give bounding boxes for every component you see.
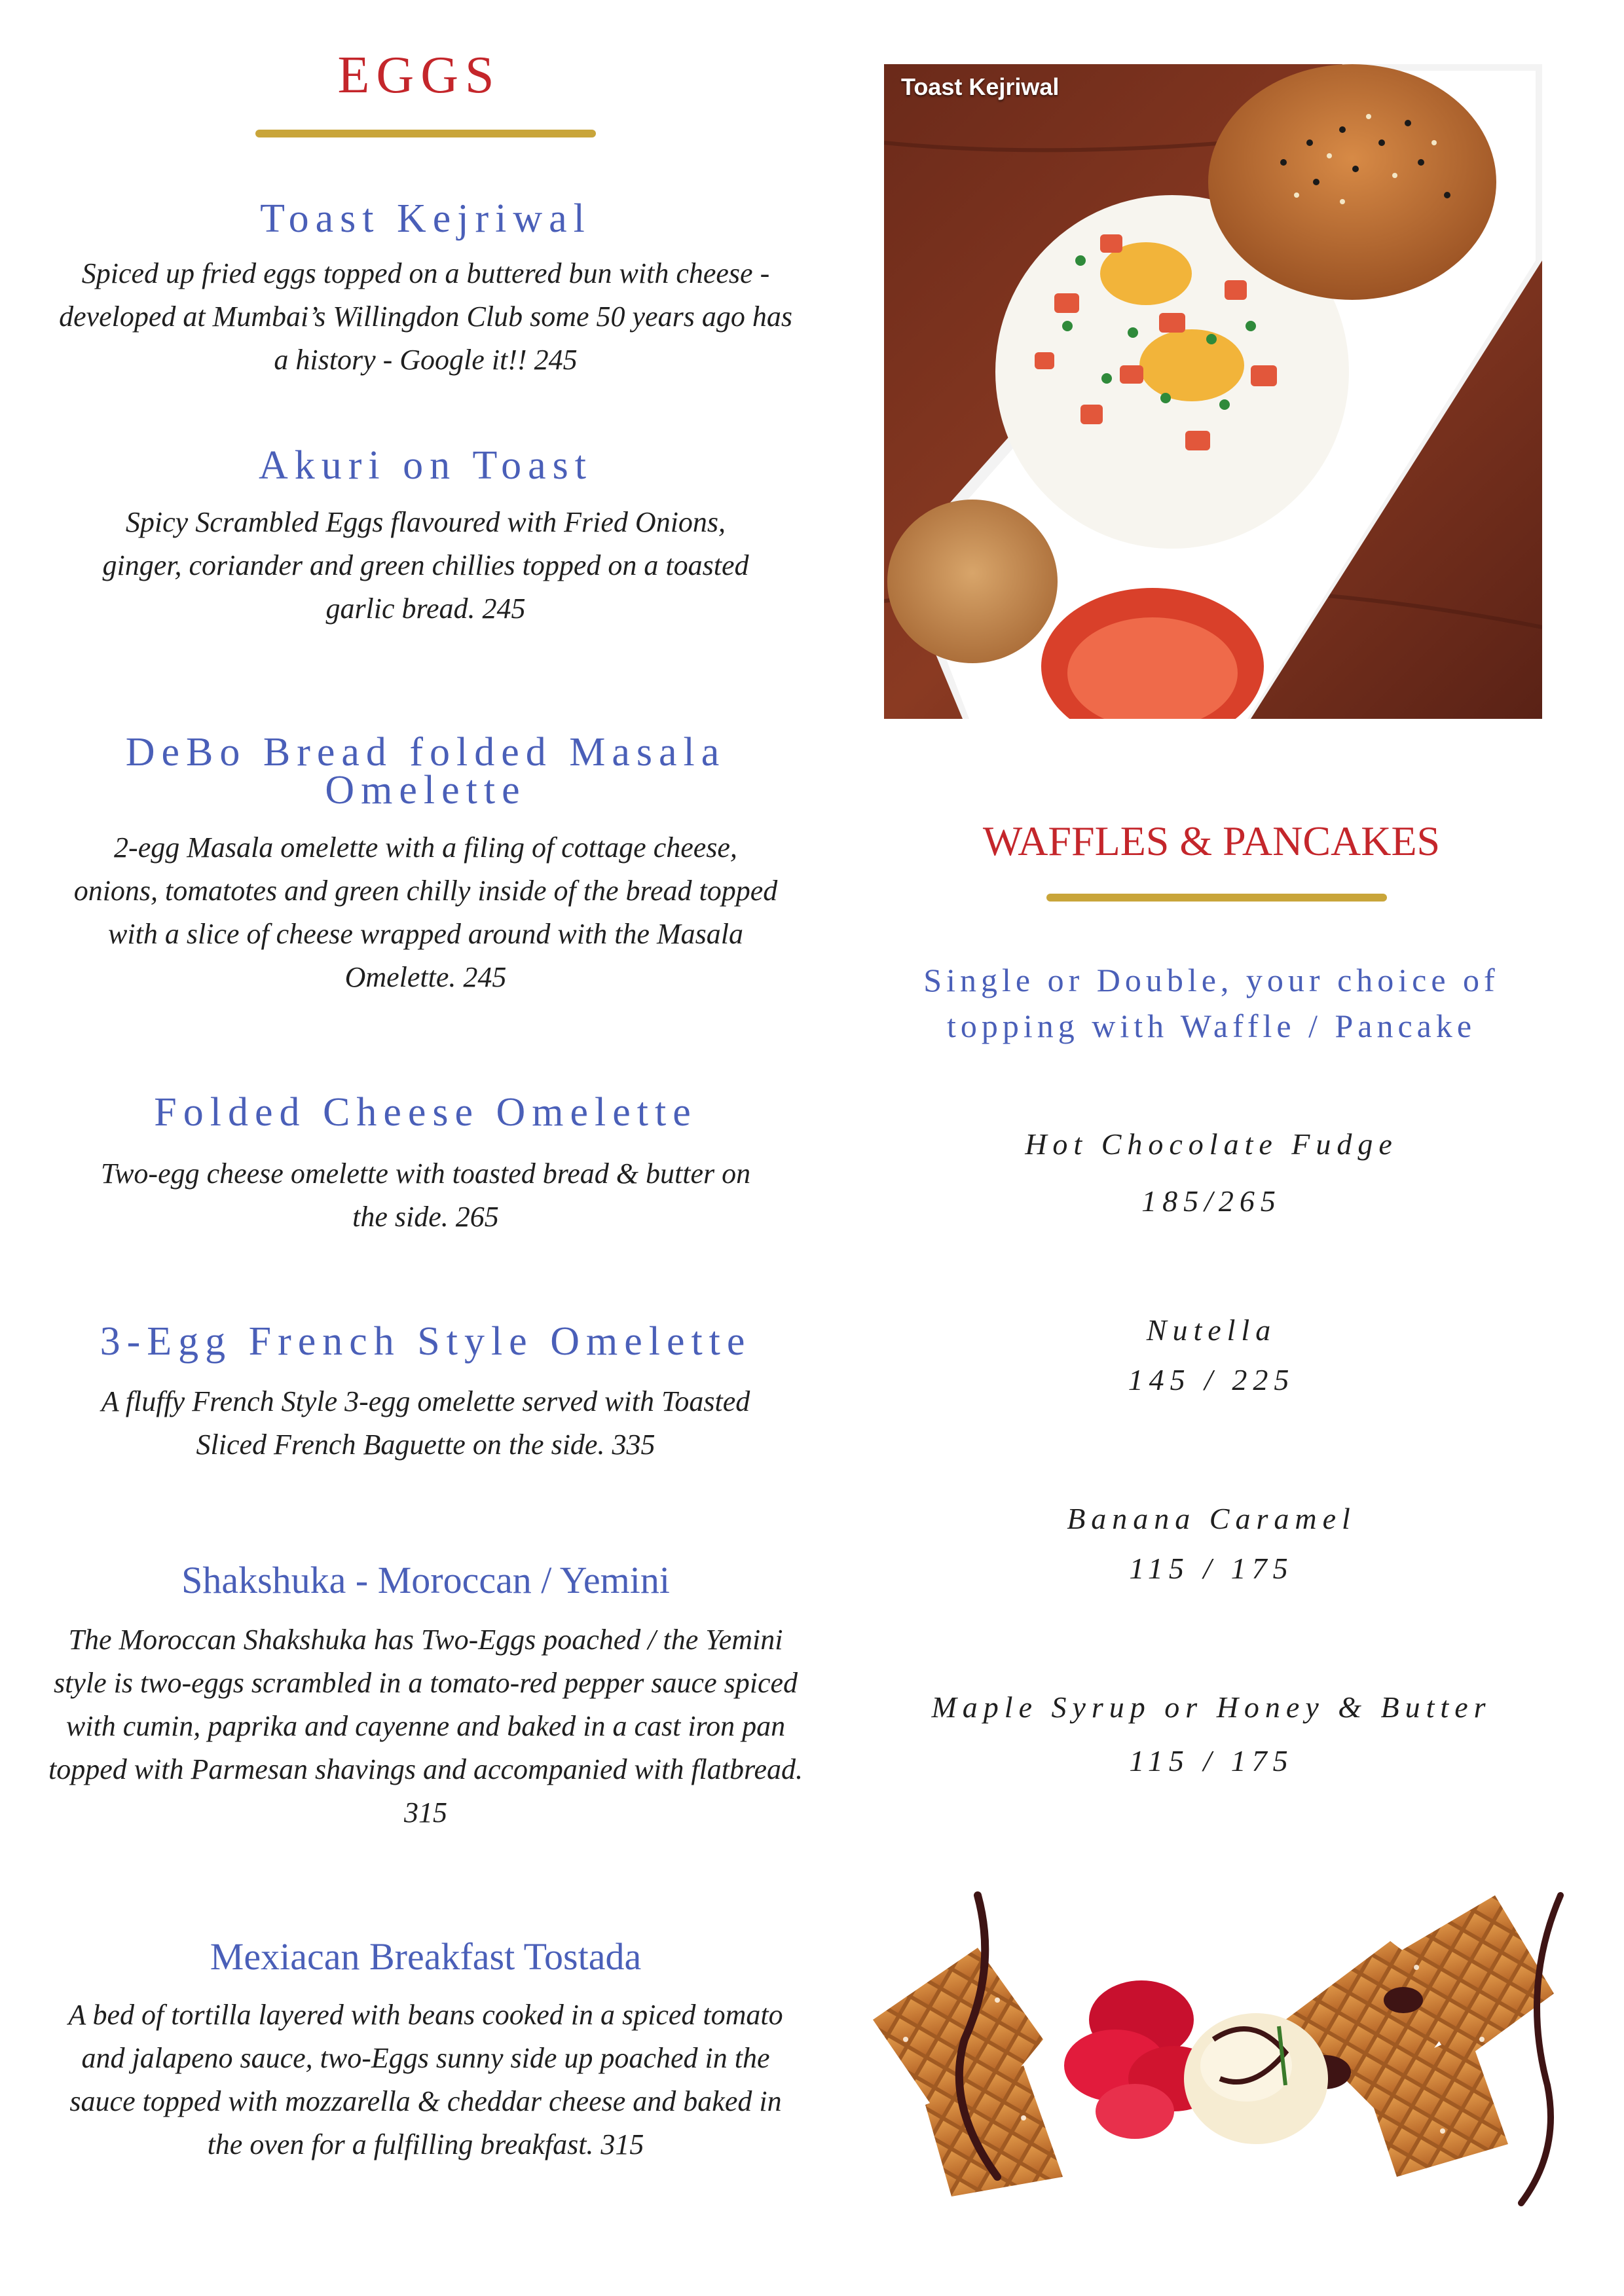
eggs-title-divider: [255, 130, 596, 137]
item-title-french-omelette: 3-Egg French Style Omelette: [100, 1319, 752, 1364]
toast-kejriwal-illustration: [884, 64, 1542, 719]
waffle-item-price-banana-caramel: 115 / 175: [1129, 1552, 1294, 1585]
eggs-section-title: EGGS: [337, 46, 501, 104]
waffle-item-price-nutella: 145 / 225: [1128, 1363, 1295, 1396]
item-desc-folded-cheese-omelette: Two-egg cheese omelette with toasted bread & butter on the side. 265: [100, 1157, 751, 1233]
item-title-toast-kejriwal: Toast Kejriwal: [260, 196, 591, 241]
toast-kejriwal-photo: [884, 64, 1542, 719]
item-desc-french-omelette: A fluffy French Style 3-egg omelette served with Toasted Sliced French Baguette on the side. 335: [101, 1385, 750, 1461]
waffle-item-name-banana-caramel: Banana Caramel: [1067, 1502, 1356, 1535]
waffle-item-price-hot-chocolate-fudge: 185/265: [1141, 1184, 1282, 1218]
photo-caption: Toast Kejriwal: [901, 73, 1060, 100]
waffle-item-name-maple-syrup: Maple Syrup or Honey & Butter: [931, 1690, 1492, 1724]
item-title-folded-cheese-omelette: Folded Cheese Omelette: [154, 1090, 697, 1135]
waffles-intro: Single or Double, your choice of topping with Waffle / Pancake: [923, 962, 1500, 1044]
waffles-illustration: [827, 1869, 1596, 2226]
item-title-breakfast-tostada: Mexiacan Breakfast Tostada: [210, 1935, 642, 1978]
waffle-item-price-maple-syrup: 115 / 175: [1129, 1744, 1294, 1777]
item-title-akuri-on-toast: Akuri on Toast: [259, 443, 593, 488]
item-desc-breakfast-tostada: A bed of tortilla layered with beans cooked in a spiced tomato and jalapeno sauce, two-Eggs sunny side up poached in the sauce topped with mozzarella & cheddar cheese and baked in the oven for a fulfilling breakfast. 315: [68, 1999, 783, 2160]
waffle-item-name-nutella: Nutella: [1146, 1313, 1277, 1347]
waffles-photo: [827, 1869, 1596, 2226]
item-title-debo-bread-omelette: DeBo Bread folded Masala Omelette: [125, 730, 726, 812]
item-desc-akuri-on-toast: Spicy Scrambled Eggs flavoured with Fried Onions, ginger, coriander and green chillies topped on a toasted garlic bread. 245: [102, 506, 749, 625]
item-desc-shakshuka: The Moroccan Shakshuka has Two-Eggs poached / the Yemini style is two-eggs scrambled in a tomato-red pepper sauce spiced with cumin, paprika and cayenne and baked in a cast iron pan topped with Parmesan shavings and accompanied with flatbread. 315: [48, 1624, 803, 1829]
waffles-title-divider: [1046, 894, 1387, 902]
item-desc-toast-kejriwal: Spiced up fried eggs topped on a buttered bun with cheese - developed at Mumbai’s Willingdon Club some 50 years ago has a history - Google it!! 245: [59, 257, 792, 376]
item-title-shakshuka: Shakshuka - Moroccan / Yemini: [181, 1559, 670, 1601]
waffles-section-title: WAFFLES & PANCAKES: [982, 818, 1441, 864]
waffle-item-name-hot-chocolate-fudge: Hot Chocolate Fudge: [1025, 1127, 1398, 1161]
item-desc-debo-bread-omelette: 2-egg Masala omelette with a filing of cottage cheese, onions, tomatotes and green chilly inside of the bread topped with a slice of cheese wrapped around with the Masala Omelette. 245: [73, 831, 778, 993]
